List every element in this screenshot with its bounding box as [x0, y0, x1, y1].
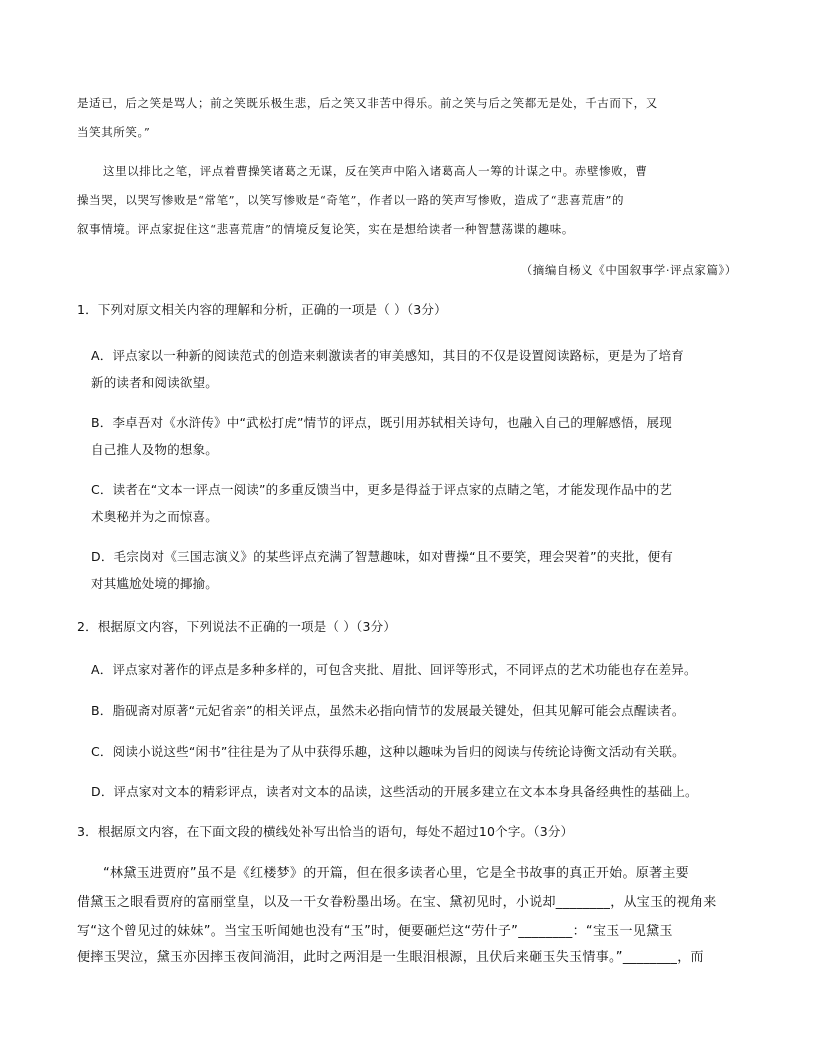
question-2-stem: 2．根据原文内容，下列说法不正确的一项是（ ）（3分）	[77, 619, 397, 634]
question-3-passage-line: 借黛玉之眼看贾府的富丽堂皇，以及一干女眷粉墨出场。在宝、黛初见时，小说却________，从宝玉的视角来	[77, 895, 717, 910]
question-1-option-d: D．毛宗岗对《三国志演义》的某些评点充满了智慧趣味，如对曹操“且不要笑，理会哭着”的夹批，便有	[91, 549, 673, 564]
passage-line: 是适已，后之笑是骂人；前之笑既乐极生悲，后之笑又非苦中得乐。前之笑与后之笑都无是处，千古而下，又	[77, 96, 658, 110]
question-1-option-b-cont: 自己推人及物的想象。	[91, 442, 219, 457]
passage-line: 这里以排比之笔，评点着曹操笑诸葛之无谋，反在笑声中陷入诸葛高人一筹的计谋之中。赤壁惨败，曹	[103, 164, 648, 178]
question-1-option-c: C．读者在“文本一评点一阅读”的多重反馈当中，更多是得益于评点家的点睛之笔，才能发现作品中的艺	[91, 482, 673, 497]
question-1-option-a: A．评点家以一种新的阅读范式的创造来刺激读者的审美感知，其目的不仅是设置阅读路标，更是为了培育	[91, 348, 684, 363]
question-2-option-a: A．评点家对著作的评点是多种多样的，可包含夹批、眉批、回评等形式，不同评点的艺术功能也存在差异。	[91, 662, 697, 677]
question-2-option-b: B．脂砚斋对原著“元妃省亲”的相关评点，虽然未必指向情节的发展最关键处，但其见解可能会点醒读者。	[91, 703, 685, 718]
passage-source: （摘编自杨义《中国叙事学·评点家篇》）	[520, 263, 737, 277]
passage-line: 叙事情境。评点家捉住这“悲喜荒唐”的情境反复论笑，实在是想给读者一种智慧荡谍的趣味。	[77, 222, 574, 236]
question-1-option-a-cont: 新的读者和阅读欲望。	[91, 375, 219, 390]
question-1-option-d-cont: 对其尴尬处境的揶揄。	[91, 576, 219, 591]
question-2-option-d: D．评点家对文本的精彩评点，读者对文本的品读，这些活动的开展多建立在文本本身具备经典性的基础上。	[91, 784, 698, 799]
question-1-stem: 1．下列对原文相关内容的理解和分析，正确的一项是（ ）（3分）	[77, 302, 447, 317]
question-3-passage-line: 便摔玉哭泣，黛玉亦因摔玉夜间淌泪，此时之两泪是一生眼泪根源，且伏后来砸玉失玉情事。”________，而	[77, 950, 704, 965]
question-1-option-b: B．李卓吾对《水浒传》中“武松打虎”情节的评点，既引用苏轼相关诗句，也融入自己的理解感悟，展现	[91, 415, 672, 430]
passage-line: 操当哭，以哭写惨败是“常笔”，以笑写惨败是“奇笔”，作者以一路的笑声写惨败，造成了“悲喜荒唐”的	[77, 193, 625, 207]
question-3-stem: 3．根据原文内容，在下面文段的横线处补写出恰当的语句，每处不超过10个字。（3分）	[77, 824, 574, 839]
passage-line: 当笑其所笑。”	[77, 125, 151, 139]
question-3-passage-line: 写“这个曾见过的妹妹”。当宝玉听闻她也没有“玉”时，便要砸烂这“劳什子”________：“宝玉一见黛玉	[77, 924, 673, 939]
question-3-passage-line: “林黛玉进贾府”虽不是《红楼梦》的开篇，但在很多读者心里，它是全书故事的真正开始。原著主要	[103, 866, 689, 881]
question-2-option-c: C．阅读小说这些“闲书”往往是为了从中获得乐趣，这种以趣味为旨归的阅读与传统论诗衡文活动有关联。	[91, 744, 685, 759]
question-1-option-c-cont: 术奥秘并为之而惊喜。	[91, 509, 219, 524]
